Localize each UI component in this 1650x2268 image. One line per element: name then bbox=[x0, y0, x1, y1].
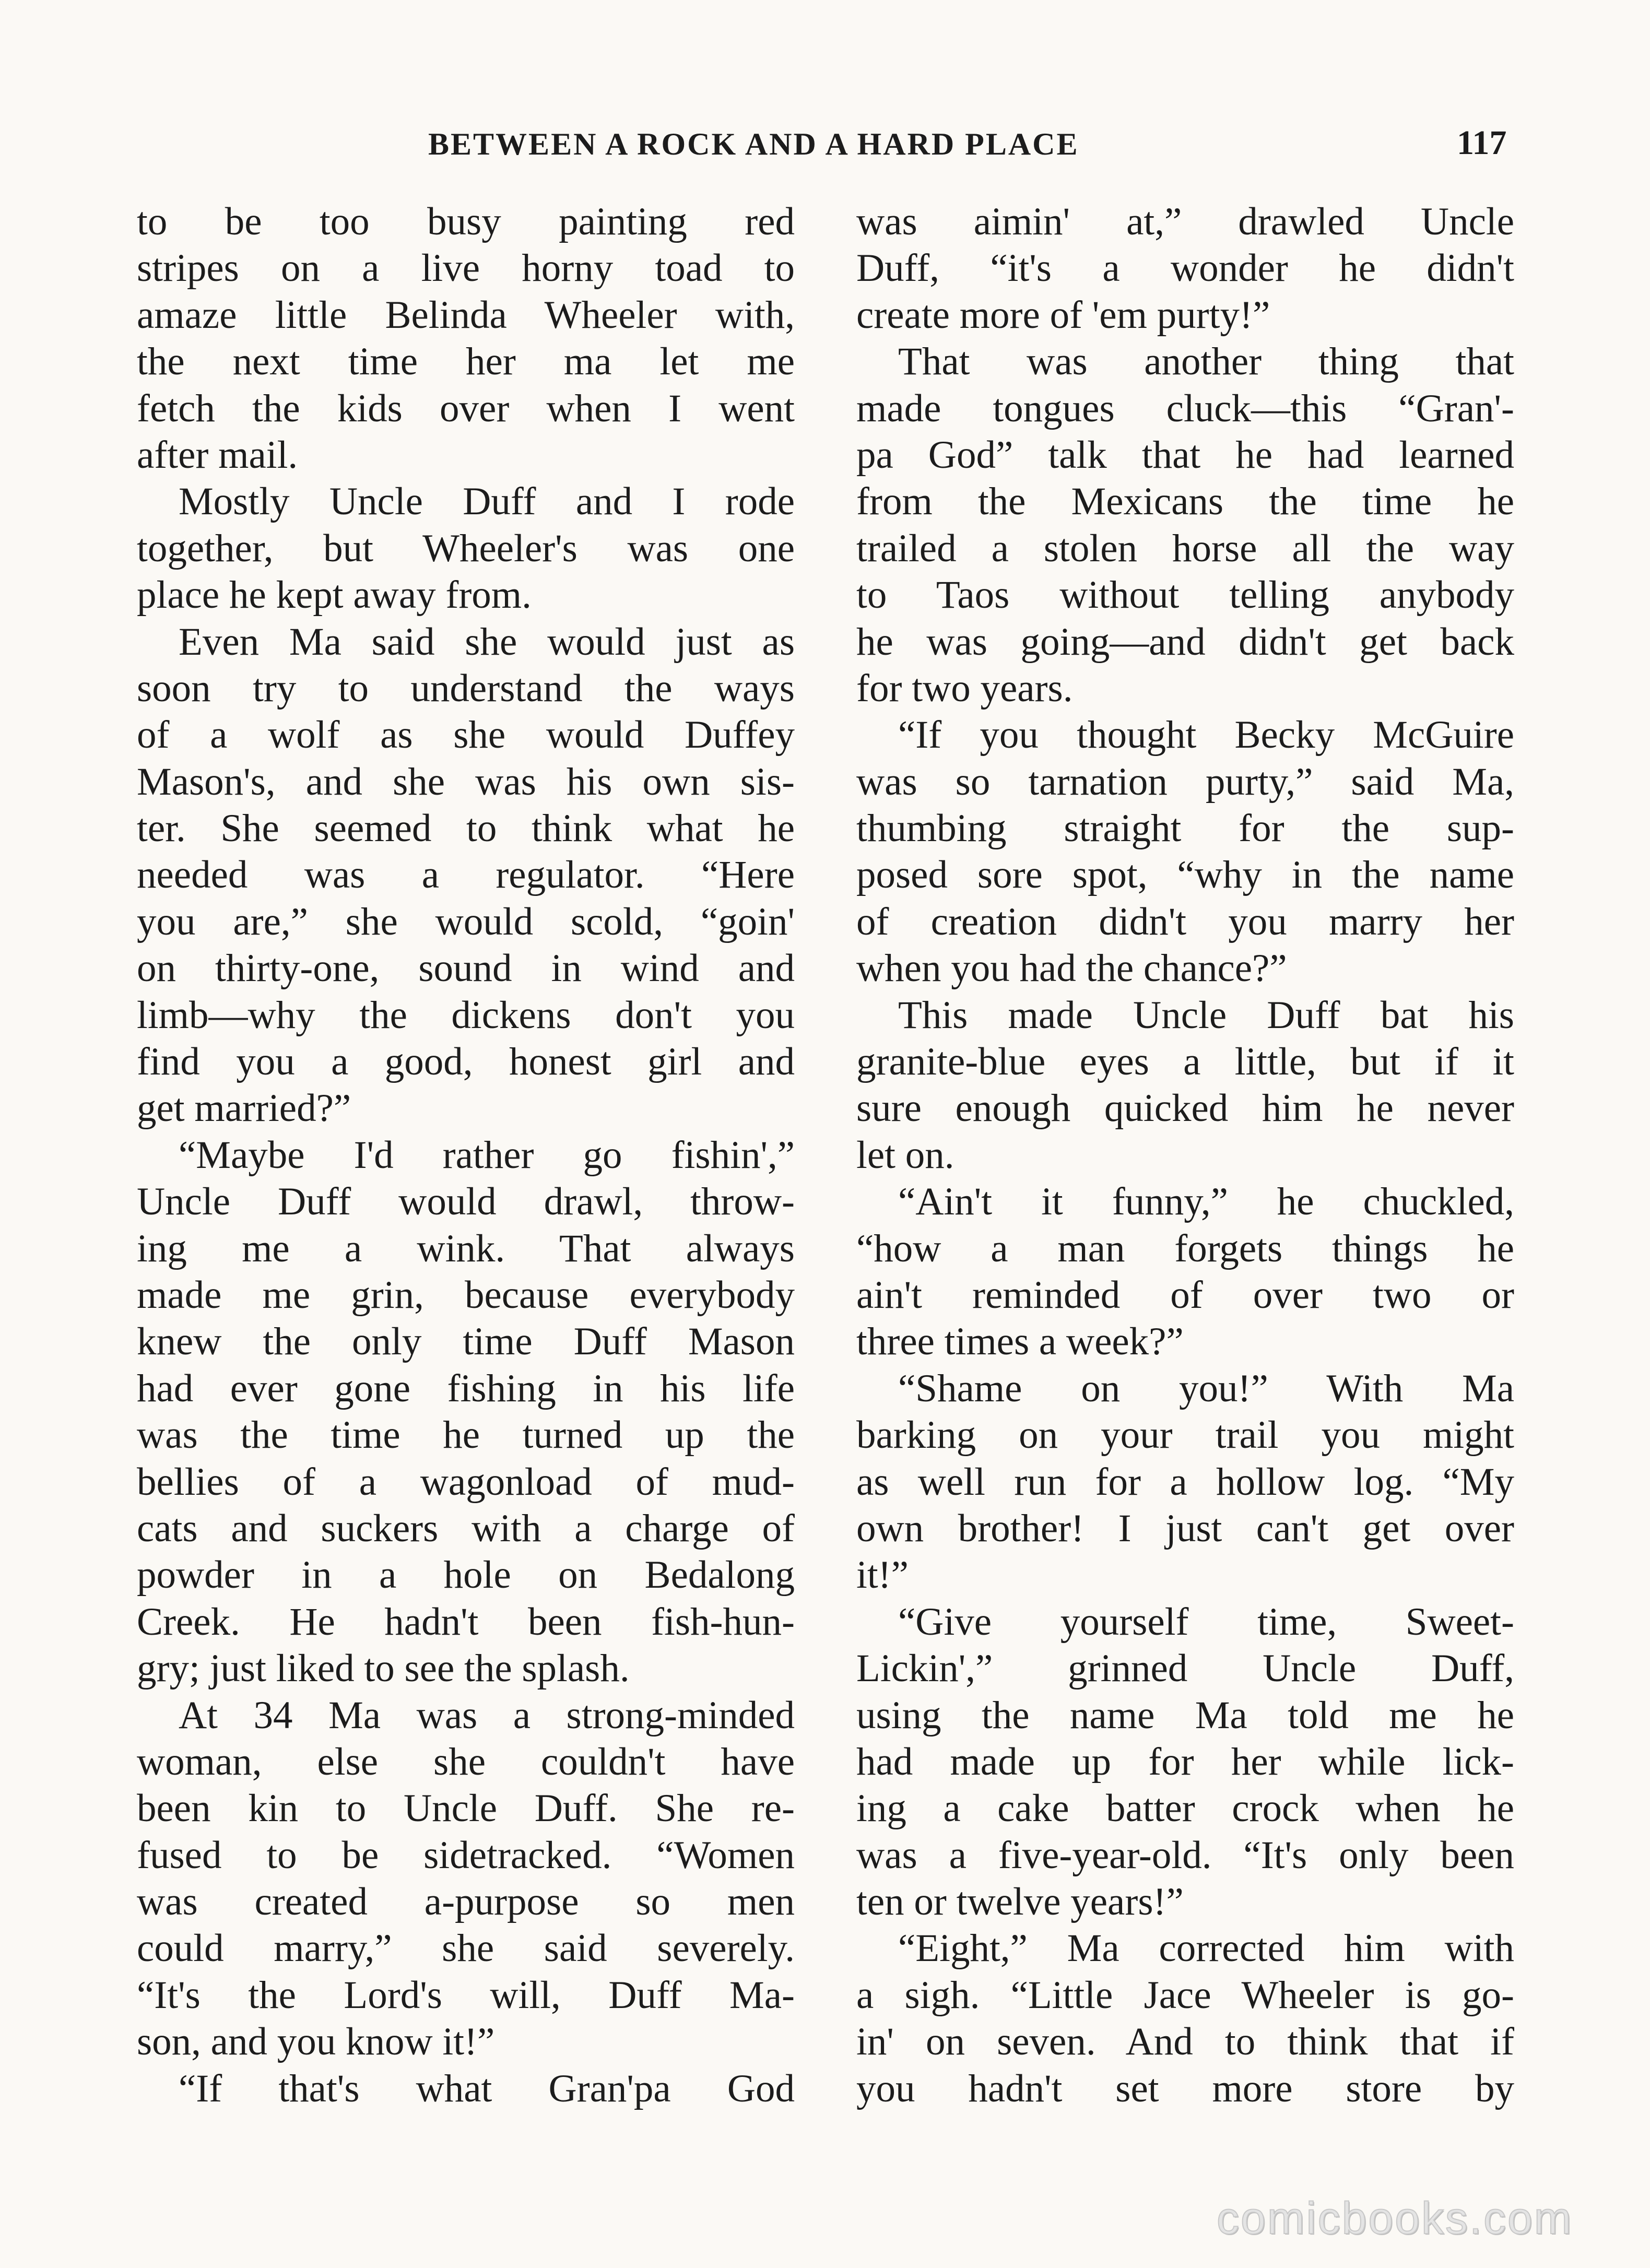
text-line: could marry,” she said severely. bbox=[137, 1927, 795, 1970]
text-line: he was going—and didn't get back bbox=[856, 620, 1514, 664]
text-line: own brother! I just can't get over bbox=[856, 1506, 1514, 1550]
text-line: stripes on a live horny toad to bbox=[137, 246, 795, 290]
watermark: comicbooks.com bbox=[1217, 2193, 1573, 2243]
text-line: Uncle Duff would drawl, throw- bbox=[137, 1180, 795, 1224]
text-line: as well run for a hollow log. “My bbox=[856, 1460, 1514, 1504]
text-line: a sigh. “Little Jace Wheeler is go- bbox=[856, 1973, 1514, 2017]
text-line: “Give yourself time, Sweet- bbox=[898, 1600, 1514, 1644]
text-line: place he kept away from. bbox=[137, 573, 532, 617]
text-line: “Ain't it funny,” he chuckled, bbox=[898, 1180, 1514, 1224]
text-line: was the time he turned up the bbox=[137, 1413, 795, 1457]
text-line: “Eight,” Ma corrected him with bbox=[898, 1927, 1514, 1970]
text-line: the next time her ma let me bbox=[137, 340, 795, 384]
text-line: had ever gone fishing in his life bbox=[137, 1366, 795, 1410]
text-line: made tongues cluck—this “Gran'- bbox=[856, 386, 1514, 430]
text-line: Duff, “it's a wonder he didn't bbox=[856, 246, 1514, 290]
text-line: from the Mexicans the time he bbox=[856, 480, 1514, 524]
text-line: get married?” bbox=[137, 1086, 351, 1130]
text-line: on thirty-one, sound in wind and bbox=[137, 947, 795, 990]
text-line: bellies of a wagonload of mud- bbox=[137, 1460, 795, 1504]
text-line: soon try to understand the ways bbox=[137, 666, 795, 710]
text-line: to Taos without telling anybody bbox=[856, 573, 1514, 617]
text-line: knew the only time Duff Mason bbox=[137, 1320, 795, 1364]
text-line: powder in a hole on Bedalong bbox=[137, 1553, 795, 1597]
running-head bbox=[0, 120, 1650, 178]
text-line: thumbing straight for the sup- bbox=[856, 807, 1514, 851]
text-line: granite-blue eyes a little, but if it bbox=[856, 1040, 1514, 1084]
text-line: together, but Wheeler's was one bbox=[137, 526, 795, 570]
text-line: This made Uncle Duff bat his bbox=[898, 993, 1514, 1037]
text-line: fused to be sidetracked. “Women bbox=[137, 1833, 795, 1877]
running-title: BETWEEN A ROCK AND A HARD PLACE bbox=[428, 127, 1079, 161]
text-line: woman, else she couldn't have bbox=[137, 1740, 795, 1783]
text-line: needed was a regulator. “Here bbox=[137, 853, 795, 897]
text-line: amaze little Belinda Wheeler with, bbox=[137, 293, 795, 337]
text-line: you are,” she would scold, “goin' bbox=[137, 900, 795, 943]
text-line: of creation didn't you marry her bbox=[856, 900, 1514, 943]
text-line: ter. She seemed to think what he bbox=[137, 807, 795, 851]
text-line: using the name Ma told me he bbox=[856, 1693, 1514, 1737]
text-line: three times a week?” bbox=[856, 1320, 1184, 1364]
text-line: barking on your trail you might bbox=[856, 1413, 1514, 1457]
text-line: limb—why the dickens don't you bbox=[137, 993, 795, 1037]
text-line: after mail. bbox=[137, 433, 298, 477]
text-line: was aimin' at,” drawled Uncle bbox=[856, 200, 1514, 243]
text-line: fetch the kids over when I went bbox=[137, 386, 795, 430]
text-line: Mason's, and she was his own sis- bbox=[137, 760, 795, 804]
text-line: pa God” talk that he had learned bbox=[856, 433, 1514, 477]
text-line: create more of 'em purty!” bbox=[856, 293, 1270, 337]
text-line: trailed a stolen horse all the way bbox=[856, 526, 1514, 570]
text-line: was a five-year-old. “It's only been bbox=[856, 1833, 1514, 1877]
text-line: Mostly Uncle Duff and I rode bbox=[179, 480, 795, 524]
text-line: in' on seven. And to think that if bbox=[856, 2020, 1514, 2064]
text-line: Lickin',” grinned Uncle Duff, bbox=[856, 1647, 1514, 1691]
text-line: of a wolf as she would Duffey bbox=[137, 713, 795, 757]
text-line: gry; just liked to see the splash. bbox=[137, 1647, 630, 1691]
text-line: “Shame on you!” With Ma bbox=[898, 1366, 1514, 1410]
text-column-left bbox=[137, 198, 795, 2112]
text-line: ing me a wink. That always bbox=[137, 1226, 795, 1270]
text-line: “If that's what Gran'pa God bbox=[179, 2066, 795, 2110]
text-line: “Maybe I'd rather go fishin',” bbox=[179, 1133, 795, 1177]
text-line: Even Ma said she would just as bbox=[179, 620, 795, 664]
text-line: cats and suckers with a charge of bbox=[137, 1506, 795, 1550]
text-line: At 34 Ma was a strong-minded bbox=[179, 1693, 795, 1737]
text-line: son, and you know it!” bbox=[137, 2020, 495, 2064]
text-line: when you had the chance?” bbox=[856, 947, 1287, 990]
text-line: you hadn't set more store by bbox=[856, 2066, 1514, 2110]
text-line: posed sore spot, “why in the name bbox=[856, 853, 1514, 897]
text-line: had made up for her while lick- bbox=[856, 1740, 1514, 1783]
text-line: “It's the Lord's will, Duff Ma- bbox=[137, 1973, 795, 2017]
text-line: “how a man forgets things he bbox=[856, 1226, 1514, 1270]
text-line: ain't reminded of over two or bbox=[856, 1273, 1514, 1317]
text-line: it!” bbox=[856, 1553, 909, 1597]
page-number: 117 bbox=[1457, 124, 1507, 162]
text-line: was so tarnation purty,” said Ma, bbox=[856, 760, 1514, 804]
text-line: made me grin, because everybody bbox=[137, 1273, 795, 1317]
text-column-right bbox=[856, 198, 1514, 2112]
text-line: let on. bbox=[856, 1133, 954, 1177]
text-line: was created a-purpose so men bbox=[137, 1880, 795, 1924]
text-line: ten or twelve years!” bbox=[856, 1880, 1184, 1924]
text-line: That was another thing that bbox=[898, 340, 1514, 384]
text-line: “If you thought Becky McGuire bbox=[898, 713, 1514, 757]
text-line: sure enough quicked him he never bbox=[856, 1086, 1514, 1130]
text-line: for two years. bbox=[856, 666, 1073, 710]
text-line: been kin to Uncle Duff. She re- bbox=[137, 1787, 795, 1830]
text-line: ing a cake batter crock when he bbox=[856, 1787, 1514, 1830]
text-line: find you a good, honest girl and bbox=[137, 1040, 795, 1084]
text-line: Creek. He hadn't been fish-hun- bbox=[137, 1600, 795, 1644]
text-line: to be too busy painting red bbox=[137, 200, 795, 243]
